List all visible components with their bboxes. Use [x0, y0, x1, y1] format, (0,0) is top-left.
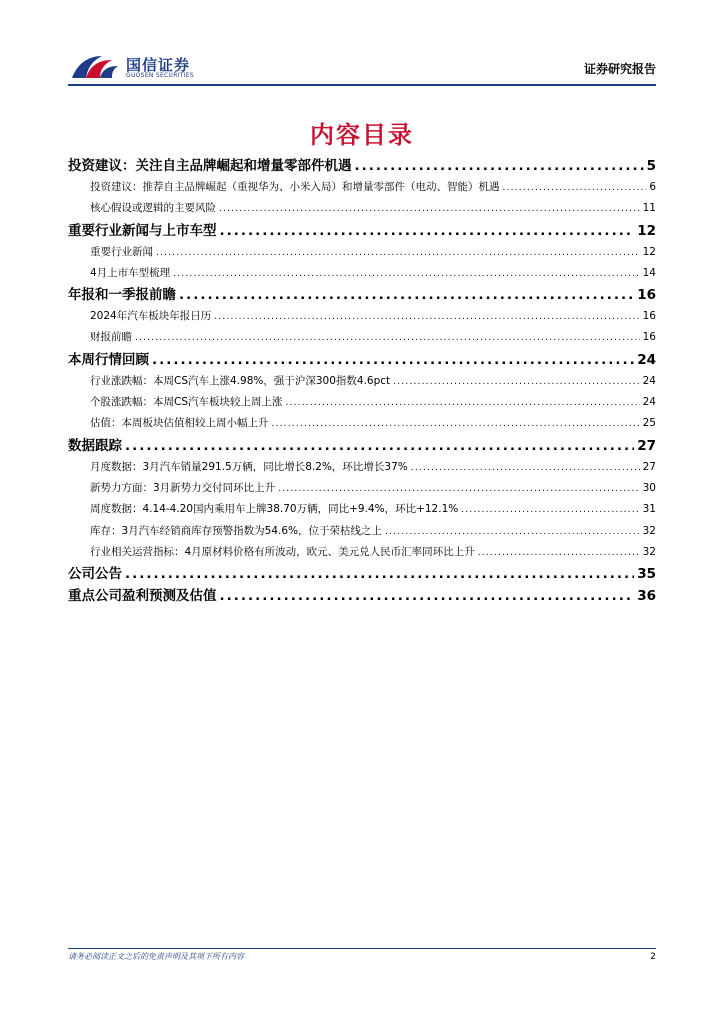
toc-entry-label: 2024年汽车板块年报日历: [90, 310, 212, 323]
footer-disclaimer: 请务必阅读正文之后的免责声明及其项下所有内容: [68, 952, 244, 961]
toc-entry-page: 24: [642, 374, 656, 387]
toc-entry-label: 重点公司盈利预测及估值: [68, 588, 217, 605]
toc-entry-label: 个股涨跌幅：本周CS汽车板块较上周上涨: [90, 396, 283, 409]
toc-subsection-entry[interactable]: [68, 499, 656, 520]
page-number: 2: [650, 952, 656, 962]
toc-subsection-entry[interactable]: [68, 242, 656, 263]
toc-entry-page: 14: [642, 266, 656, 279]
toc-entry-page: 16: [642, 331, 656, 344]
toc-entry-label: 月度数据：3月汽车销量291.5万辆，同比增长8.2%，环比增长37%: [90, 460, 408, 473]
toc-entry-page: 27: [637, 437, 656, 454]
footer-divider: [68, 948, 656, 949]
toc-entry-page: 27: [642, 460, 656, 473]
toc-leader-dots: [156, 243, 640, 263]
toc-leader-dots: [152, 349, 634, 371]
toc-subsection-entry[interactable]: [68, 263, 656, 284]
page-header: [68, 50, 656, 86]
toc-entry-page: 11: [642, 202, 656, 215]
toc-entry-label: 本周行情回顾: [68, 351, 149, 368]
toc-entry-label: 数据跟踪: [68, 437, 122, 454]
toc-entry-label: 投资建议：推荐自主品牌崛起（重视华为、小米入局）和增量零部件（电动、智能）机遇: [90, 181, 500, 193]
toc-entry-label: 核心假设或逻辑的主要风险: [90, 202, 216, 215]
toc-entry-label: 投资建议：关注自主品牌崛起和增量零部件机遇: [68, 158, 352, 174]
toc-entry-label: 重要行业新闻: [90, 245, 153, 258]
toc-leader-dots: [220, 220, 635, 242]
toc-subsection-entry[interactable]: [68, 306, 656, 327]
toc-subsection-entry[interactable]: [68, 327, 656, 348]
toc-section-entry[interactable]: [68, 435, 656, 457]
toc-entry-label: 公司公告: [68, 566, 122, 583]
toc-leader-dots: [411, 458, 640, 478]
toc-entry-page: 16: [637, 287, 656, 304]
toc-leader-dots: [214, 307, 639, 327]
page-title: 内容目录: [310, 121, 414, 149]
toc-subsection-entry[interactable]: [68, 521, 656, 542]
toc-subsection-entry[interactable]: [68, 413, 656, 434]
guosen-logo: [68, 50, 208, 84]
toc-entry-page: 12: [642, 245, 656, 258]
toc-section-entry[interactable]: [68, 284, 656, 306]
toc-leader-dots: [461, 500, 639, 520]
toc-subsection-entry[interactable]: [68, 371, 656, 392]
toc-subsection-entry[interactable]: [68, 478, 656, 499]
toc-subsection-entry[interactable]: [68, 198, 656, 219]
toc-entry-label: 新势力方面：3月新势力交付同环比上升: [90, 481, 276, 494]
toc-leader-dots: [503, 178, 647, 198]
toc-entry-page: 24: [637, 351, 656, 368]
toc-leader-dots: [125, 435, 634, 457]
toc-entry-page: 12: [637, 222, 656, 239]
toc-entry-page: 32: [642, 545, 656, 558]
toc-leader-dots: [393, 372, 639, 392]
toc-entry-page: 6: [649, 181, 656, 193]
toc-entry-page: 24: [642, 396, 656, 409]
toc-entry-label: 行业涨跌幅：本周CS汽车上涨4.98%，强于沪深300指数4.6pct: [90, 374, 391, 387]
toc-entry-label: 年报和一季报前瞻: [68, 287, 176, 304]
toc-leader-dots: [220, 585, 635, 607]
toc-section-entry[interactable]: [68, 563, 656, 585]
toc-section-entry[interactable]: [68, 220, 656, 242]
toc-entry-label: 估值：本周板块估值相较上周小幅上升: [90, 417, 269, 430]
toc-leader-dots: [179, 284, 634, 306]
toc-entry-page: 32: [642, 524, 656, 537]
logo-subtitle: GUOSEN SECURITIES: [126, 72, 195, 79]
toc-leader-dots: [272, 414, 640, 434]
logo-name: 国信证券: [126, 56, 191, 74]
toc-entry-page: 30: [642, 481, 656, 494]
toc-entry-page: 16: [642, 310, 656, 323]
guosen-logo-icon: [68, 52, 122, 82]
header-divider: [68, 84, 656, 86]
toc-entry-label: 库存：3月汽车经销商库存预警指数为54.6%，位于荣枯线之上: [90, 524, 383, 537]
toc-entry-page: 25: [642, 417, 656, 430]
toc-entry-label: 行业相关运营指标：4月原材料价格有所波动，欧元、美元兑人民币汇率同环比上升: [90, 545, 475, 558]
toc-leader-dots: [278, 479, 639, 499]
toc-entry-label: 4月上市车型梳理: [90, 266, 171, 279]
toc-entry-label: 周度数据：4.14-4.20国内乘用车上牌38.70万辆，同比+9.4%，环比+12.1%: [90, 503, 459, 516]
toc-subsection-entry[interactable]: [68, 457, 656, 478]
toc-section-entry[interactable]: [68, 155, 656, 177]
toc-entry-page: 5: [646, 158, 656, 174]
toc-leader-dots: [173, 264, 639, 284]
toc-leader-dots: [135, 328, 640, 348]
toc-subsection-entry[interactable]: [68, 392, 656, 413]
toc-subsection-entry[interactable]: [68, 177, 656, 198]
toc-leader-dots: [478, 543, 640, 563]
toc-leader-dots: [385, 522, 640, 542]
toc-leader-dots: [355, 155, 644, 177]
table-of-contents: [68, 155, 656, 607]
toc-entry-label: 财报前瞻: [90, 331, 132, 344]
toc-section-entry[interactable]: [68, 585, 656, 607]
report-type: 证券研究报告: [583, 62, 656, 76]
toc-subsection-entry[interactable]: [68, 542, 656, 563]
toc-leader-dots: [219, 199, 640, 219]
toc-section-entry[interactable]: [68, 349, 656, 371]
toc-leader-dots: [286, 393, 640, 413]
toc-entry-label: 重要行业新闻与上市车型: [68, 222, 217, 239]
toc-entry-page: 31: [642, 503, 656, 516]
toc-entry-page: 36: [637, 588, 656, 605]
toc-leader-dots: [125, 563, 634, 585]
toc-entry-page: 35: [637, 566, 656, 583]
